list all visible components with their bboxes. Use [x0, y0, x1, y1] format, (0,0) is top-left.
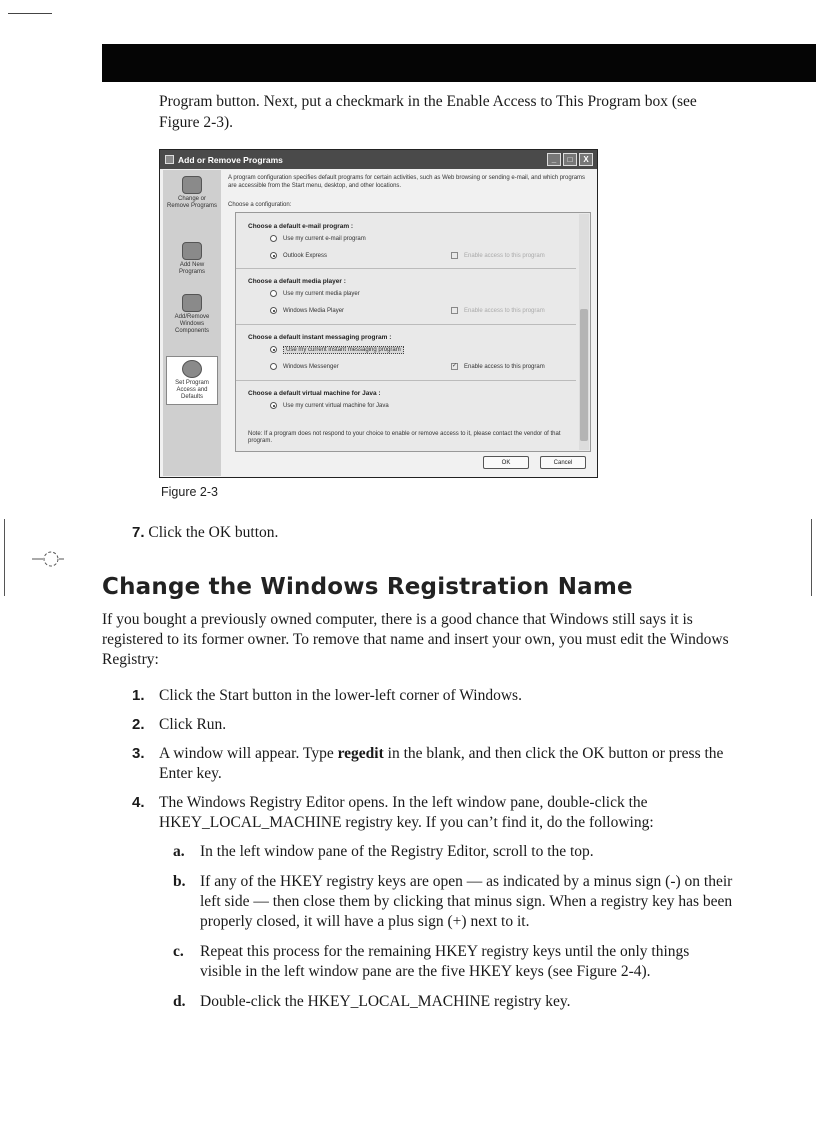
sidebar-item-windows-components[interactable]: Add/Remove Windows Components [166, 294, 218, 335]
checkbox-icon [451, 307, 458, 314]
crop-mark [32, 548, 64, 570]
ok-button[interactable]: OK [483, 456, 529, 469]
radio-button[interactable] [270, 346, 277, 353]
substep-d [173, 992, 733, 1012]
corner-rule [8, 13, 52, 14]
note-text: Note: If a program does not respond to your choice to enable or remove access to it, please contact the vendor of that program. [248, 431, 561, 444]
divider [236, 324, 576, 325]
substep-text: If any of the HKEY registry keys are open — as indicated by a minus sign (-) on their left side — then close them by clicking that minus sign. When a registry key has been properly closed, it will have a plus sign (+) next to it. [200, 873, 733, 930]
media-group [248, 278, 578, 319]
change-remove-icon [182, 176, 202, 194]
step-number: 7. [132, 524, 145, 541]
sidebar [163, 170, 221, 476]
substep-letter: b. [173, 873, 186, 890]
figure-caption: Figure 2-3 [161, 485, 218, 499]
intro-paragraph: Program button. Next, put a checkmark in the Enable Access to This Program box (see Figure 2-3). [159, 93, 697, 131]
program-access-icon [182, 360, 202, 378]
step-4 [132, 793, 732, 833]
step-2 [132, 715, 732, 735]
sidebar-item-change-remove[interactable]: Change or Remove Programs [166, 176, 218, 210]
step-3 [132, 744, 732, 784]
command-text: regedit [337, 745, 384, 762]
radio-button[interactable] [270, 235, 277, 242]
substep-letter: a. [173, 843, 185, 860]
divider [236, 268, 576, 269]
windows-components-icon [182, 294, 202, 312]
group-title: Choose a default media player : [248, 278, 346, 285]
sidebar-item-add-new[interactable]: Add New Programs [166, 242, 218, 276]
divider [236, 380, 576, 381]
body-paragraph: If you bought a previously owned computer, there is a good chance that Windows still says it is registered to its former owner. To remove that name and insert your own, you must edit the Windows Registry: [102, 611, 729, 668]
radio-button[interactable] [270, 252, 277, 259]
choose-label: Choose a configuration: [228, 202, 292, 208]
margin-rule-right [811, 519, 812, 596]
scrollbar[interactable] [579, 214, 589, 450]
radio-button[interactable] [270, 307, 277, 314]
steps-list [132, 686, 732, 1022]
sidebar-item-program-access[interactable]: Set Program Access and Defaults [166, 356, 218, 405]
app-icon [165, 155, 174, 164]
step-text: Click the OK button. [148, 524, 279, 541]
radio-button[interactable] [270, 363, 277, 370]
scrollbar-thumb[interactable] [580, 309, 588, 441]
close-button[interactable]: X [579, 153, 593, 166]
checkbox-icon [451, 252, 458, 259]
step-number: 4. [132, 794, 145, 811]
enable-access-checkbox[interactable]: ✓ Enable access to this program [452, 363, 545, 370]
maximize-button[interactable]: □ [563, 153, 577, 166]
minimize-button[interactable]: _ [547, 153, 561, 166]
radio-button[interactable] [270, 402, 277, 409]
checkbox-icon: ✓ [452, 363, 458, 369]
radio-button[interactable] [270, 290, 277, 297]
enable-access-checkbox[interactable]: Enable access to this program [451, 252, 545, 259]
substep-c [173, 942, 733, 982]
step-text: Click the Start button in the lower-left corner of Windows. [159, 687, 522, 704]
java-group [248, 390, 578, 414]
step-7 [132, 522, 692, 543]
option-row[interactable]: Outlook Express Enable access to this program [248, 247, 578, 264]
step-text: The Windows Registry Editor opens. In the left window pane, double-click the HKEY_LOCAL_MACHINE registry key. If you can’t find it, do the following: [159, 794, 654, 831]
option-row[interactable]: Use my current e-mail program [248, 230, 578, 247]
step-text: Click Run. [159, 716, 227, 733]
substep-text: In the left window pane of the Registry Editor, scroll to the top. [200, 843, 594, 860]
step-text: A window will appear. Type regedit in the blank, and then click the OK button or press the Enter key. [159, 745, 724, 782]
header-bar [102, 44, 816, 82]
email-group [248, 223, 578, 264]
step-1 [132, 686, 732, 706]
substep-text: Repeat this process for the remaining HKEY registry keys until the only things visible in the left window pane are the five HKEY keys (see Figure 2-4). [200, 943, 690, 980]
configuration-panel [235, 212, 591, 452]
group-title: Choose a default e-mail program : [248, 223, 354, 230]
screenshot-add-remove-programs [159, 149, 598, 478]
enable-access-checkbox[interactable]: Enable access to this program [451, 307, 545, 314]
substep-a [173, 842, 733, 862]
step-number: 3. [132, 745, 145, 762]
description: A program configuration specifies default programs for certain activities, such as Web browsing or sending e-mail, and which programs are accessible from the Start menu, desktop, and other locations. [228, 175, 586, 189]
substep-letter: c. [173, 943, 184, 960]
window-title: Add or Remove Programs [178, 154, 283, 165]
messaging-group [248, 334, 578, 375]
substep-text: Double-click the HKEY_LOCAL_MACHINE registry key. [200, 993, 571, 1010]
add-program-icon [182, 242, 202, 260]
step-number: 2. [132, 716, 145, 733]
group-title: Choose a default instant messaging program : [248, 334, 392, 341]
substep-letter: d. [173, 993, 186, 1010]
step-number: 1. [132, 687, 145, 704]
margin-rule-left [4, 519, 5, 596]
option-row[interactable]: Windows Media Player Enable access to this program [248, 302, 578, 319]
group-title: Choose a default virtual machine for Java : [248, 390, 381, 397]
substep-b [173, 872, 733, 932]
option-row[interactable]: Use my current virtual machine for Java [248, 397, 578, 414]
option-row[interactable]: Windows Messenger ✓ Enable access to this program [248, 358, 578, 375]
section-title: Change the Windows Registration Name [102, 574, 633, 600]
option-row[interactable]: Use my current instant messaging program [248, 341, 578, 358]
window-title-bar [160, 150, 597, 169]
option-row[interactable]: Use my current media player [248, 285, 578, 302]
cancel-button[interactable]: Cancel [540, 456, 586, 469]
